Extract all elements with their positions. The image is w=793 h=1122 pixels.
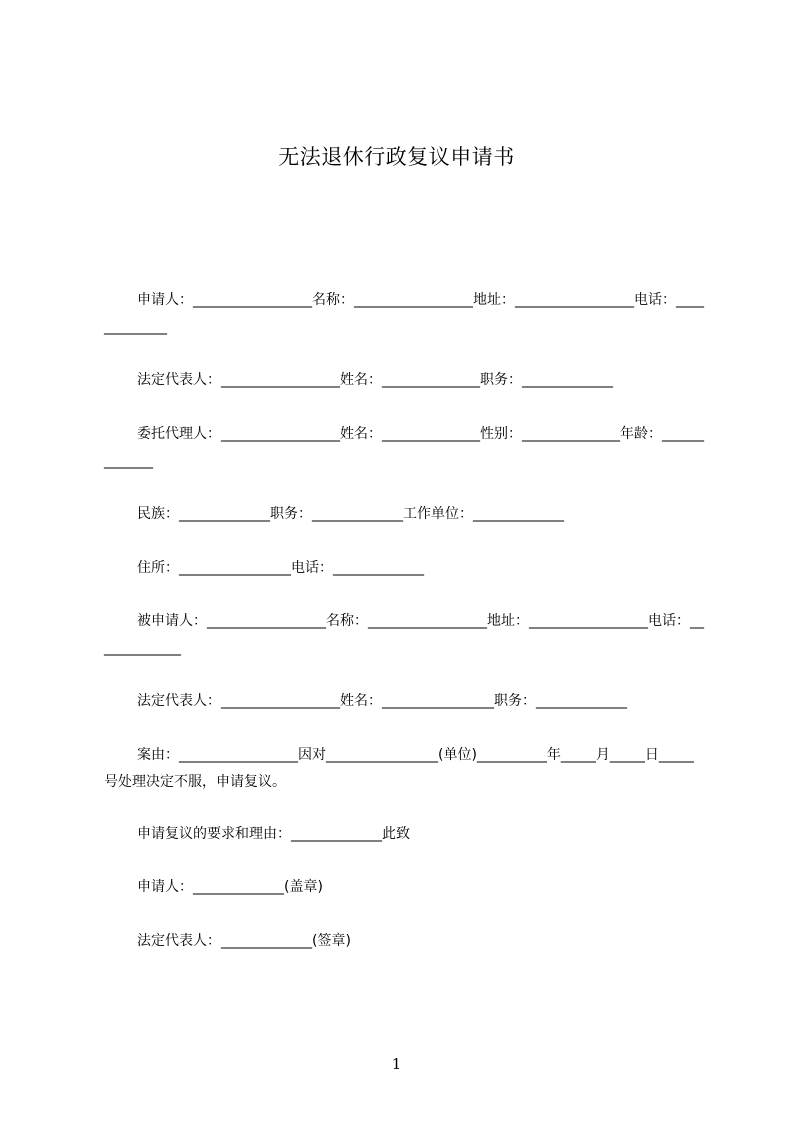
applicant-seal-paragraph: 申请人：_____________(盖章) bbox=[137, 879, 323, 895]
legal-representative-signature-paragraph: 法定代表人：_____________(签章) bbox=[137, 933, 351, 949]
case-reason-paragraph: 案由：_________________因对________________(单位)__________年_____月_____日_____号处理决定不服，申请复议。 bbox=[104, 747, 694, 790]
ethnicity-paragraph: 民族：_____________职务：_____________工作单位：_____________ bbox=[137, 506, 564, 522]
residence-paragraph: 住所：________________电话：_____________ bbox=[137, 560, 424, 576]
entrusted-agent-paragraph: 委托代理人：_________________姓名：______________性别：______________年龄：_____________ bbox=[104, 426, 704, 469]
respondent-paragraph: 被申请人：_________________名称：_________________地址：_________________电话：_____________ bbox=[104, 613, 704, 656]
respondent-legal-representative-paragraph: 法定代表人：_________________姓名：________________职务：_____________ bbox=[137, 693, 627, 709]
page-number: 1 bbox=[391, 1055, 402, 1073]
requests-and-reasons-paragraph: 申请复议的要求和理由：_____________此致 bbox=[137, 826, 410, 842]
legal-representative-paragraph: 法定代表人：_________________姓名：______________职务：_____________ bbox=[137, 372, 613, 388]
applicant-paragraph: 申请人：_________________名称：_________________地址：_________________电话：_____________ bbox=[104, 292, 704, 335]
document-title: 无法退休行政复议申请书 bbox=[278, 145, 515, 169]
